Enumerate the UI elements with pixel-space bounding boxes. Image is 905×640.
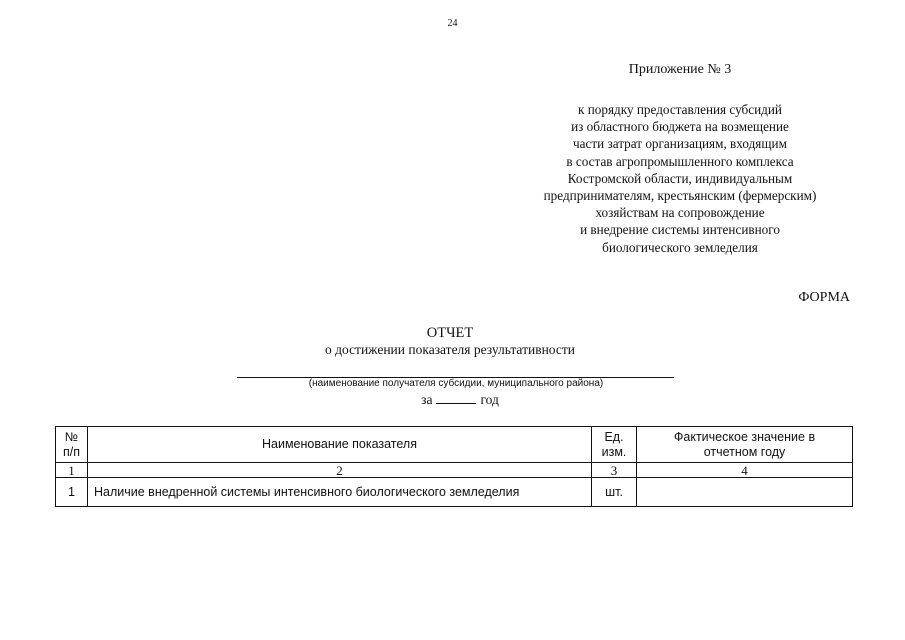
index-cell: 3: [592, 463, 637, 478]
index-cell: 2: [88, 463, 592, 478]
report-subtitle: о достижении показателя результативности: [324, 342, 576, 357]
header-unit: [592, 427, 637, 463]
header-value-line1: Фактическое значение в: [673, 429, 816, 444]
row-indicator-name: Наличие внедренной системы интенсивного биологического земледелия: [88, 478, 592, 507]
header-num: [56, 427, 88, 463]
header-unit-line2: изм.: [601, 444, 627, 459]
appendix-line: хозяйствам на сопровождение: [595, 205, 765, 221]
page-number: 24: [447, 18, 458, 29]
table-row: [56, 478, 853, 507]
row-unit: шт.: [592, 478, 637, 507]
header-actual-value: [637, 427, 853, 463]
appendix-line: в состав агропромышленного комплекса: [566, 153, 794, 169]
recipient-caption: (наименование получателя субсидии, муниципального района): [308, 378, 604, 389]
header-num-line1: №: [64, 429, 79, 444]
header-value-line2: отчетном году: [703, 444, 786, 459]
appendix-title: Приложение № 3: [628, 62, 732, 77]
appendix-line: и внедрение системы интенсивного: [580, 222, 780, 238]
index-cell: 4: [637, 463, 853, 478]
report-table: [55, 426, 853, 507]
appendix-line: части затрат организациям, входящим: [573, 136, 787, 152]
appendix-line: к порядку предоставления субсидий: [578, 102, 782, 117]
appendix-line: Костромской области, индивидуальным: [567, 170, 793, 186]
header-indicator-name: Наименование показателя: [88, 427, 592, 463]
appendix-line: из областного бюджета на возмещение: [571, 119, 789, 135]
year-prefix: за: [421, 392, 433, 407]
appendix-line: предпринимателям, крестьянским (фермерским): [543, 188, 817, 204]
table-index-row: [56, 463, 853, 478]
table-header-row: [56, 427, 853, 463]
form-label: ФОРМА: [798, 290, 850, 305]
row-num: 1: [56, 478, 88, 507]
year-suffix: год: [480, 392, 499, 407]
appendix-description: [480, 101, 880, 256]
header-unit-line1: Ед.: [604, 429, 624, 444]
year-blank-line: [436, 393, 476, 404]
row-actual-value: [637, 478, 853, 507]
report-title: ОТЧЕТ: [426, 325, 474, 341]
report-year-row: [380, 392, 540, 408]
header-num-line2: п/п: [62, 444, 80, 459]
index-cell: 1: [56, 463, 88, 478]
appendix-line: биологического земледелия: [602, 239, 758, 255]
